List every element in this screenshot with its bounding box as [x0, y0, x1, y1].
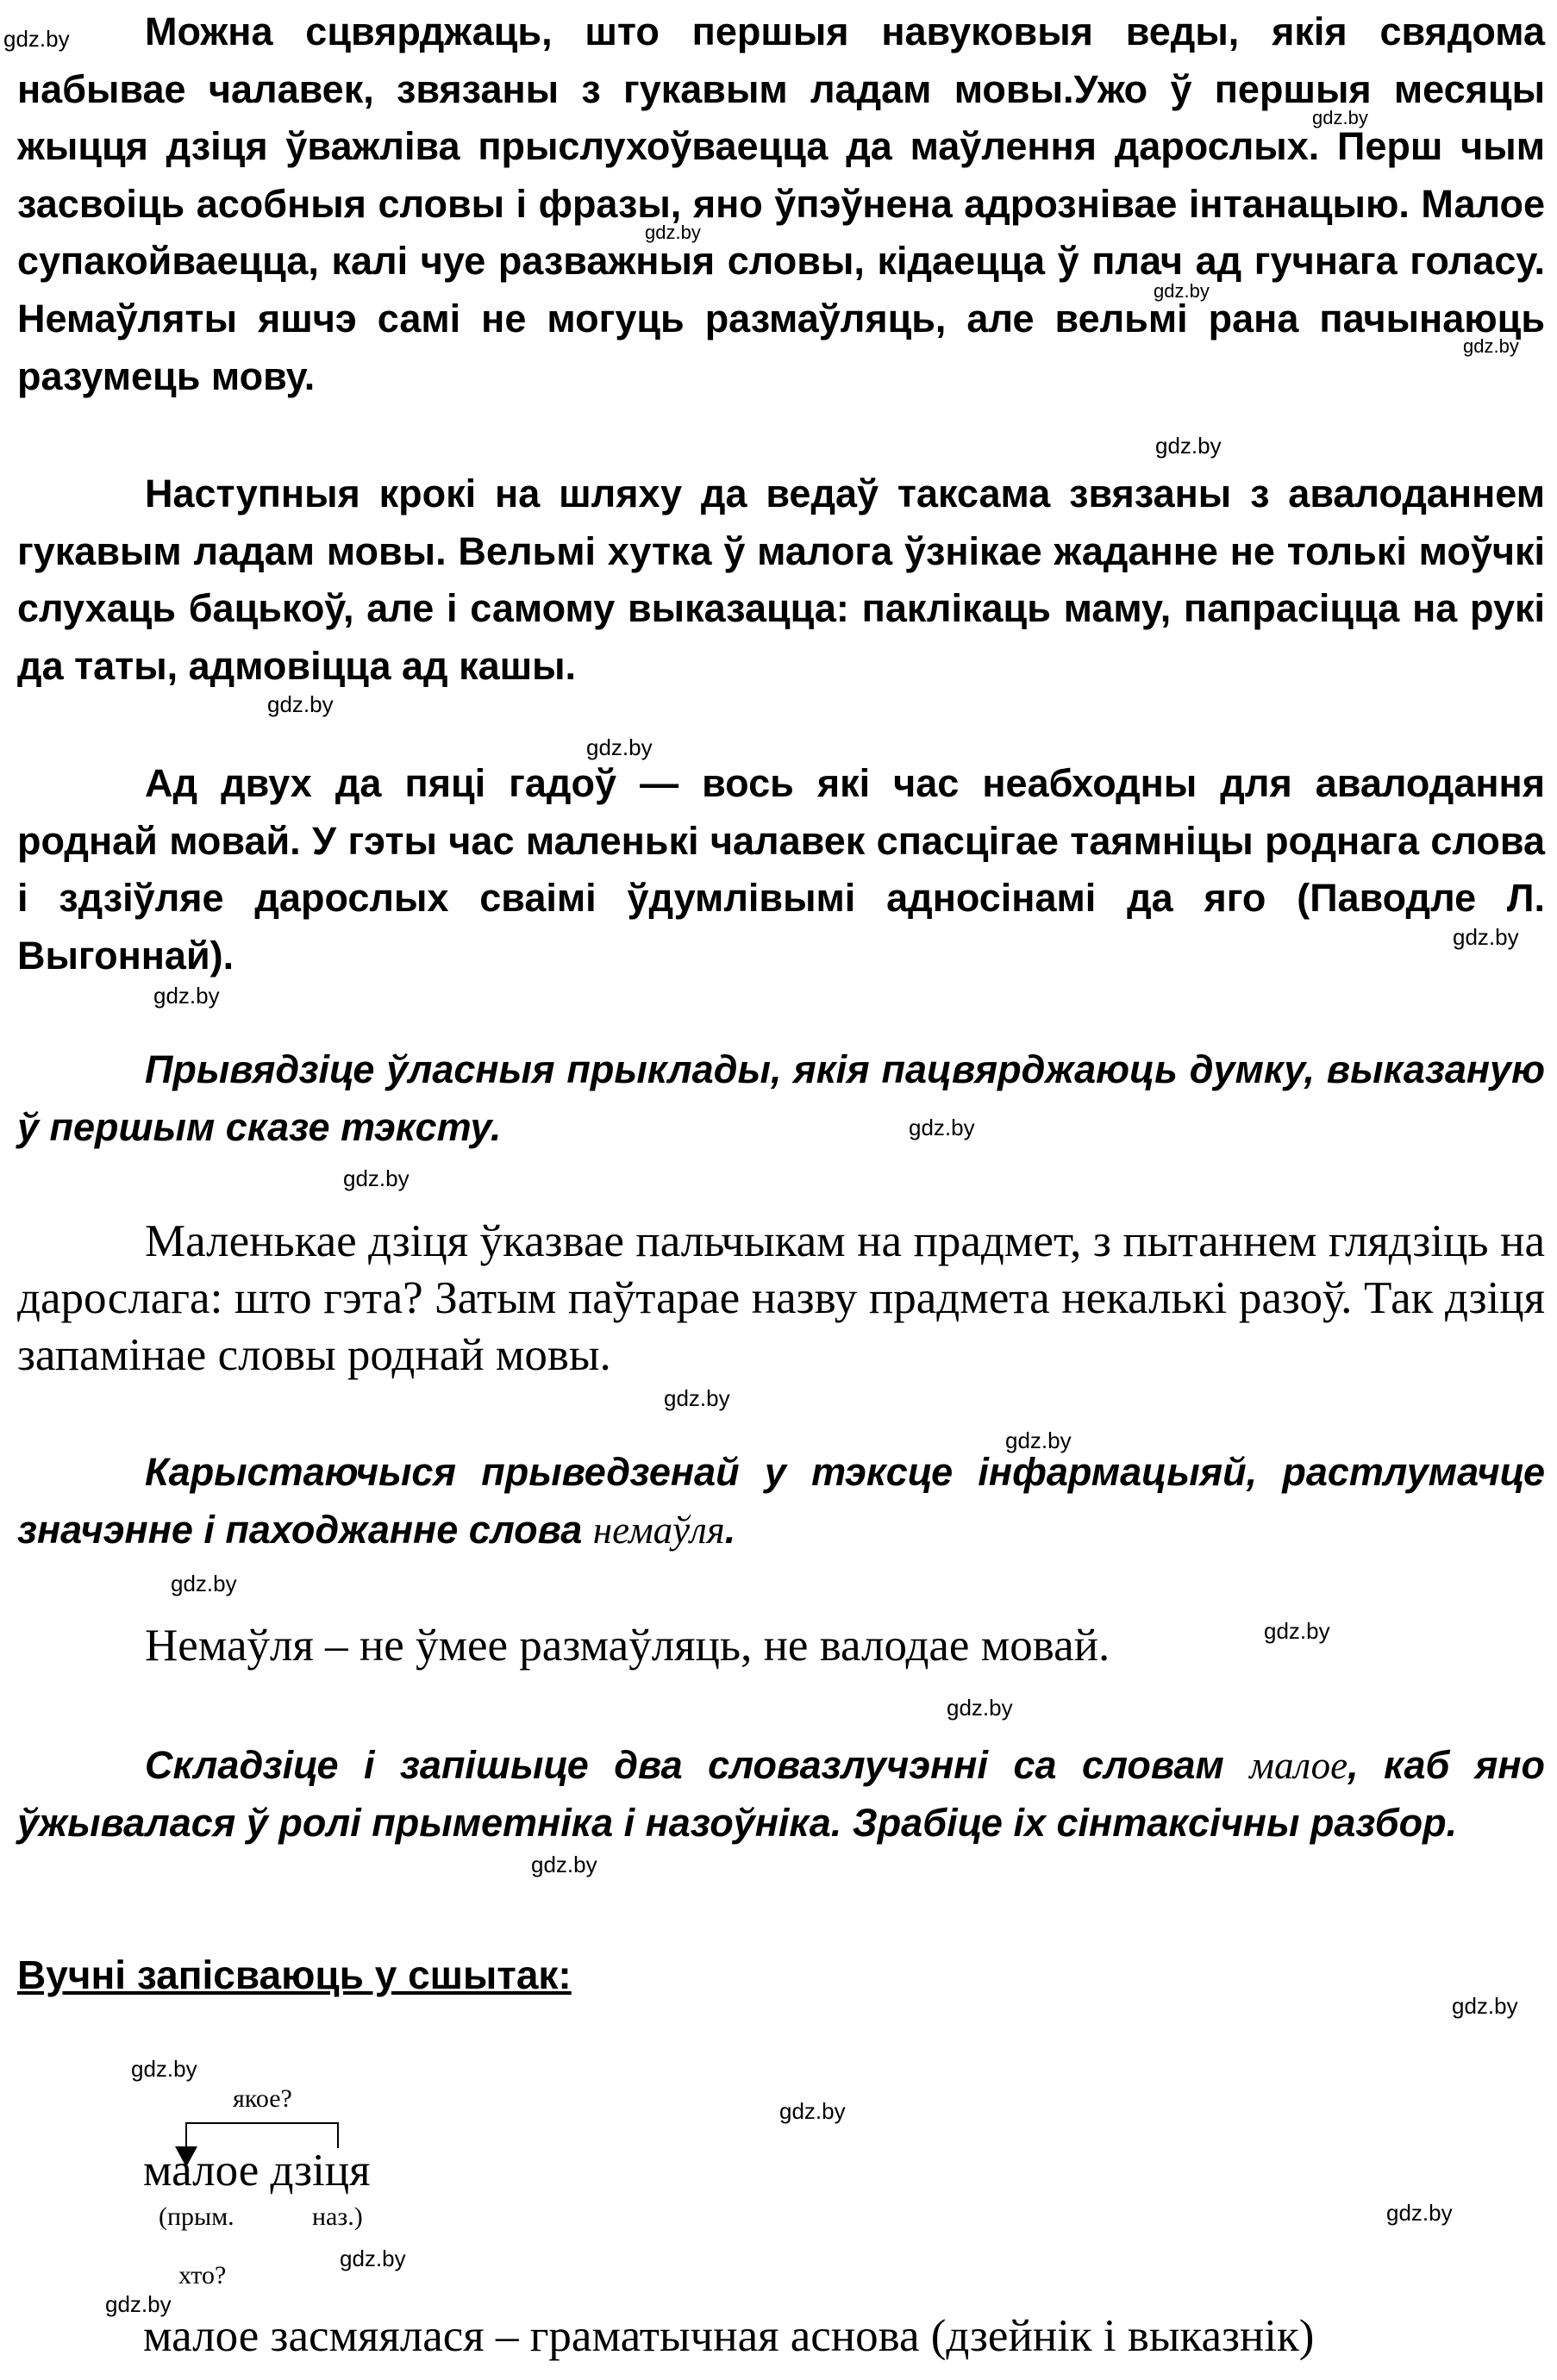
task-3-question — [17, 1737, 1545, 1852]
watermark: gdz.by — [1264, 1618, 1330, 1644]
watermark: gdz.by — [1155, 433, 1222, 459]
paragraph-1: Можна сцвярджаць, што першыя навуковыя веды, якія свядома набывае чалавек, звязаны з гукавым ладам мовы.Ужо ў першыя месяцы жыцця дзіця ўважліва прыслухоўваецца да маўлення дарослых. Перш чым засвоіць асобныя словы і фразы, яно ўпэўнена адрознівае інтанацыю. Малое супакойваецца, калі чуе разважныя словы, кідаецца ў плач ад гучнага голасу. Немаўляты яшчэ самі не могуць размаўляць, але вельмі рана пачынаюць разумець мову. — [17, 9, 1545, 398]
watermark: gdz.by — [3, 26, 70, 52]
task-2-question — [17, 1444, 1545, 1559]
task-2-highlight-word: немаўля — [592, 1508, 725, 1552]
diagram-question-1: якое? — [233, 2084, 292, 2113]
task-3-question-end: , каб яно ўжывалася ў ролі прыметніка і назоўніка. Зрабіце іх сінтаксічны разбор. — [17, 1743, 1545, 1845]
watermark: gdz.by — [531, 1852, 597, 1877]
watermark: gdz.by — [153, 983, 220, 1009]
task-2-question-end: . — [724, 1507, 736, 1552]
watermark: gdz.by — [1452, 1993, 1518, 2019]
watermark: gdz.by — [1453, 924, 1519, 950]
paragraph-3: Ад двух да пяці гадоў — вось які час неабходны для авалодання роднай мовай. У гэты час маленькі чалавек спасцігае таямніцы роднага слова і здзіўляе дарослых сваімі ўдумлівымі адносінамі да яго (Паводле Л. Выгоннай). — [17, 761, 1545, 978]
task-1-answer: Маленькае дзіця ўказвае пальчыкам на прадмет, з пытаннем глядзіць на дарослага: што гэта? Затым паўтарае назву прадмета некалькі разоў. Так дзіця запамінае словы роднай мовы. — [17, 1216, 1545, 1380]
watermark: gdz.by — [105, 2291, 172, 2317]
task-3-question-start: Складзіце і запішыце два словазлучэнні са словам — [145, 1743, 1250, 1787]
watermark: gdz.by — [586, 734, 653, 760]
watermark: gdz.by — [343, 1165, 410, 1191]
watermark: gdz.by — [779, 2098, 846, 2124]
diagram-bracket-top — [185, 2122, 339, 2124]
watermark: gdz.by — [1154, 280, 1210, 302]
watermark: gdz.by — [947, 1695, 1013, 1721]
watermark: gdz.by — [171, 1571, 237, 1596]
watermark: gdz.by — [664, 1385, 730, 1411]
watermark: gdz.by — [131, 2056, 197, 2082]
notebook-heading: Вучні запісваюць у сшытак: — [17, 1952, 572, 1997]
paragraph-2: Наступныя крокі на шляху да ведаў таксама звязаны з авалоданнем гукавым ладам мовы. Вельмі хутка ў малога ўзнікае жаданне не толькі моўчкі слухаць бацькоў, але і самому выказацца: паклікаць маму, папрасіцца на рукі да таты, адмовіцца ад кашы. — [17, 472, 1545, 688]
watermark: gdz.by — [340, 2246, 406, 2271]
diagram-question-2: хто? — [178, 2261, 227, 2289]
task-2-question-start: Карыстаючыся прыведзенай у тэксце інфармацыяй, растлумачце значэнне і паходжанне слова — [17, 1450, 1545, 1552]
task-2-answer: Немаўля – не ўмее размаўляць, не валодае мовай. — [145, 1621, 1110, 1671]
task-3-highlight-word: малое — [1249, 1744, 1348, 1787]
watermark: gdz.by — [1005, 1427, 1072, 1453]
diagram-label-noun: наз.) — [312, 2202, 363, 2231]
watermark: gdz.by — [1312, 107, 1368, 128]
diagram-sentence: малое засмяялася – граматычная аснова (дзейнік і выказнік) — [143, 2311, 1315, 2361]
watermark: gdz.by — [909, 1115, 975, 1140]
watermark: gdz.by — [1463, 335, 1519, 357]
diagram-label-adjective: (прым. — [159, 2202, 234, 2231]
watermark: gdz.by — [645, 222, 701, 243]
diagram-phrase: малое дзіця — [143, 2146, 371, 2196]
task-1-question: Прывядзіце ўласныя прыклады, якія пацвярджаюць думку, выказаную ў першым сказе тэксту. — [17, 1047, 1545, 1149]
watermark: gdz.by — [1386, 2200, 1453, 2226]
watermark: gdz.by — [267, 691, 334, 717]
